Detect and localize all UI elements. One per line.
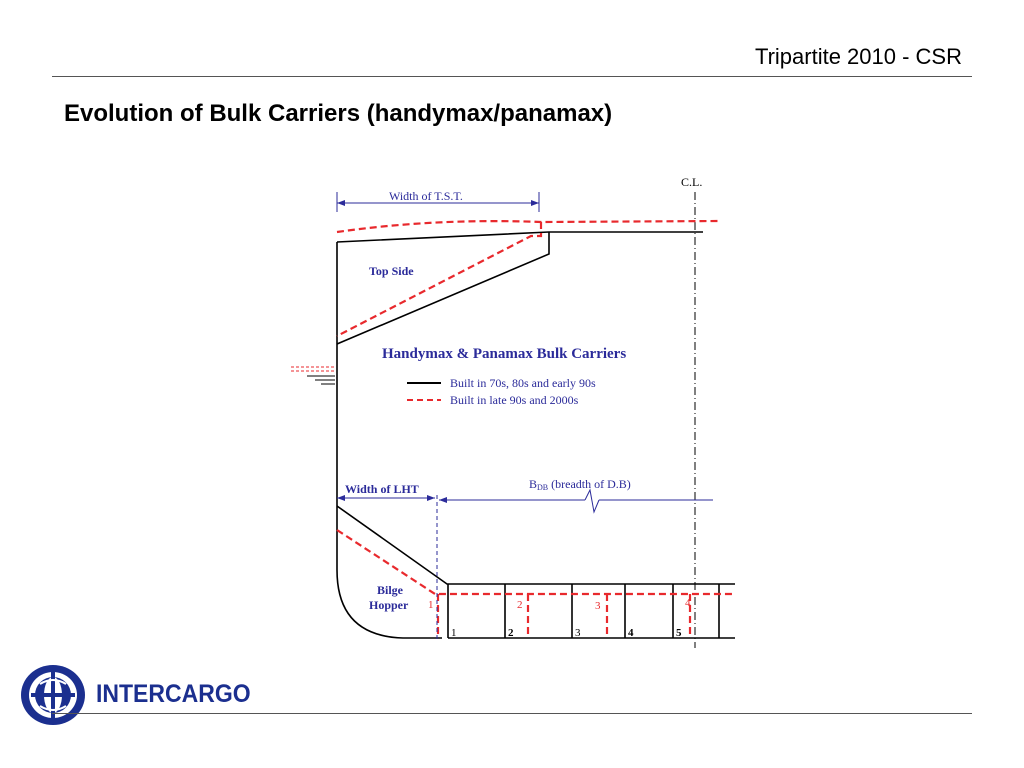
top-side-label: Top Side bbox=[369, 264, 414, 278]
cl-label: C.L. bbox=[681, 175, 703, 189]
header-divider bbox=[52, 76, 972, 77]
bilge-hopper-label: Bilge Hopper bbox=[369, 583, 409, 612]
intercargo-logo bbox=[18, 662, 98, 728]
black-number: 5 bbox=[676, 627, 682, 639]
width-lht-label: Width of LHT bbox=[345, 482, 419, 496]
red-number: 4 bbox=[685, 597, 691, 609]
diagram-heading: Handymax & Panamax Bulk Carriers bbox=[382, 346, 627, 362]
hull-new-design bbox=[337, 221, 735, 638]
footer-divider bbox=[52, 713, 972, 714]
hull-old-design bbox=[337, 232, 735, 638]
header-text: Tripartite 2010 - CSR bbox=[754, 44, 962, 69]
black-number: 3 bbox=[575, 627, 581, 639]
black-number: 1 bbox=[451, 627, 457, 639]
intercargo-logo-text: INTERCARGO bbox=[96, 680, 251, 708]
legend-dashed-label: Built in late 90s and 2000s bbox=[450, 393, 579, 407]
black-number: 2 bbox=[508, 627, 514, 639]
red-number: 1 bbox=[428, 599, 434, 611]
black-number: 4 bbox=[628, 627, 634, 639]
red-number: 2 bbox=[517, 599, 523, 611]
legend-solid-label: Built in 70s, 80s and early 90s bbox=[450, 376, 596, 390]
bdb-label: BDB (breadth of D.B) bbox=[529, 477, 631, 492]
slide-title: Evolution of Bulk Carriers (handymax/panamax) bbox=[64, 100, 613, 127]
hull-section-diagram bbox=[285, 170, 735, 670]
width-tst-label: Width of T.S.T. bbox=[389, 189, 463, 203]
waterline-symbol bbox=[291, 367, 335, 384]
red-number: 3 bbox=[595, 600, 601, 612]
